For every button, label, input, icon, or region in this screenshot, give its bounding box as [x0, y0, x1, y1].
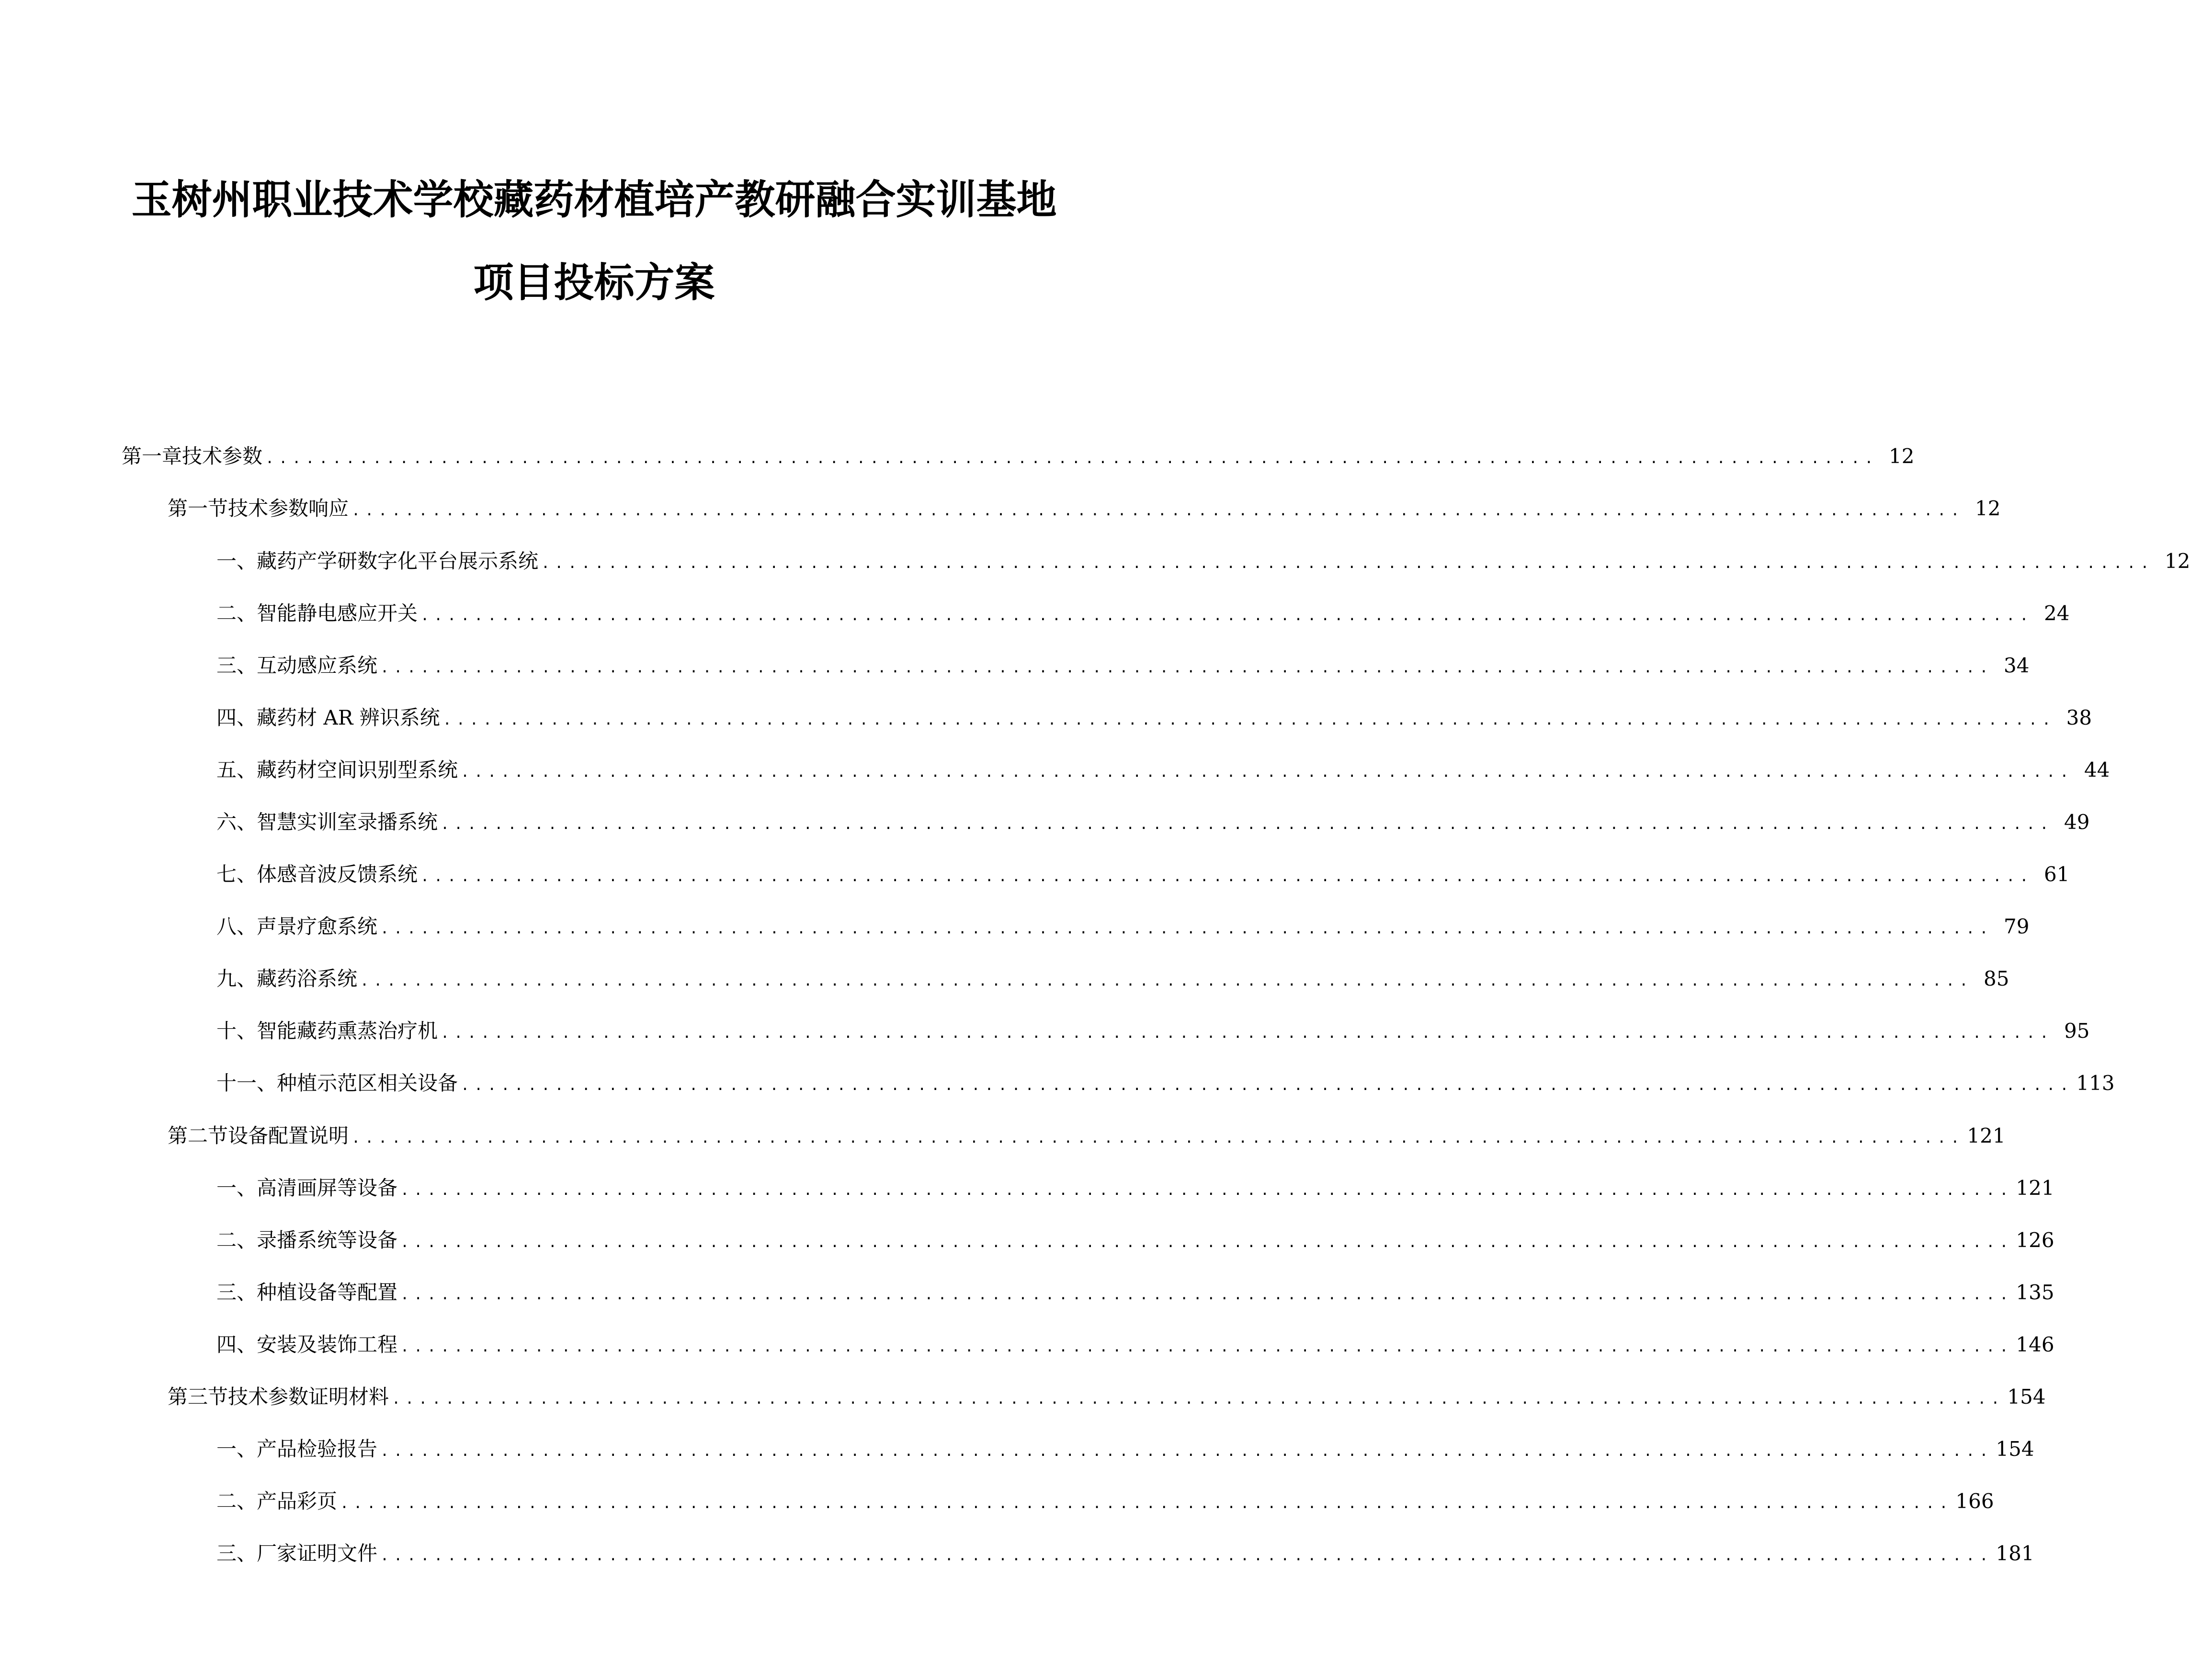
toc-entry-number: 二、	[216, 1489, 257, 1513]
toc-entry-page: 181	[1996, 1542, 2034, 1565]
toc-entry-number: 三、	[216, 654, 257, 677]
toc-entry-number: 十一、	[216, 1071, 277, 1095]
toc-dot-leader: ........................................................................................................................	[420, 868, 2033, 885]
toc-dot-leader: ........................................................................................................................	[461, 1077, 2074, 1094]
toc-dot-leader: ........................................................................................................................	[352, 502, 1964, 519]
toc-entry-item[interactable]	[0, 701, 2092, 735]
toc-entry-number: 八、	[216, 915, 257, 938]
toc-entry-number: 第一节	[168, 497, 228, 520]
toc-dot-leader: ........................................................................................................................	[400, 1182, 2013, 1199]
toc-entry-page: 85	[1983, 967, 2009, 990]
toc-dot-leader: ........................................................................................................................	[352, 1130, 1964, 1146]
toc-entry-number: 三、	[216, 1281, 257, 1304]
toc-dot-leader: ........................................................................................................................	[380, 1547, 1993, 1564]
toc-entry-label: 智慧实训室录播系统	[257, 810, 438, 834]
toc-entry-item[interactable]	[0, 910, 2030, 943]
toc-entry-label: 互动感应系统	[257, 654, 378, 677]
toc-entry-label: 藏药材 AR 辨识系统	[257, 706, 440, 729]
toc-entry-page: 154	[1996, 1437, 2034, 1461]
toc-dot-leader: ........................................................................................................................	[461, 764, 2074, 781]
toc-entry-item[interactable]	[0, 1171, 2054, 1205]
toc-entry-page: 146	[2016, 1333, 2054, 1356]
toc-entry-label: 产品检验报告	[257, 1437, 378, 1461]
toc-dot-leader: ........................................................................................................................	[380, 1443, 1993, 1460]
toc-entry-page: 61	[2043, 863, 2070, 886]
toc-entry-page: 154	[2007, 1385, 2046, 1408]
toc-entry-number: 六、	[216, 810, 257, 834]
toc-entry-number: 四、	[216, 706, 257, 729]
toc-entry-item[interactable]	[0, 1328, 2054, 1362]
toc-entry-label: 录播系统等设备	[257, 1228, 398, 1252]
toc-entry-section-2[interactable]	[0, 1119, 2006, 1153]
toc-entry-label: 种植设备等配置	[257, 1281, 398, 1304]
toc-entry-page: 95	[2064, 1019, 2090, 1043]
toc-entry-label: 产品彩页	[257, 1489, 338, 1513]
toc-entry-item[interactable]	[0, 1014, 2090, 1048]
toc-dot-leader: ........................................................................................................................	[380, 659, 1993, 676]
toc-entry-number: 二、	[216, 1228, 257, 1252]
toc-dot-leader: ........................................................................................................................	[265, 450, 1878, 467]
toc-entry-label: 安装及装饰工程	[257, 1333, 398, 1356]
toc-entry-number: 一、	[216, 1176, 257, 1200]
toc-dot-leader: ........................................................................................................................	[400, 1286, 2013, 1303]
toc-entry-label: 智能藏药熏蒸治疗机	[257, 1019, 438, 1043]
toc-entry-number: 四、	[216, 1333, 257, 1356]
toc-entry-page: 166	[1955, 1489, 1994, 1513]
toc-entry-item[interactable]	[0, 962, 2009, 996]
toc-entry-item[interactable]	[0, 597, 2070, 630]
toc-dot-leader: ........................................................................................................................	[400, 1339, 2013, 1355]
toc-entry-number: 第二节	[168, 1124, 228, 1147]
toc-entry-page: 135	[2016, 1281, 2054, 1304]
toc-entry-number: 第三节	[168, 1385, 228, 1408]
toc-entry-item[interactable]	[0, 1224, 2054, 1257]
document-title: 玉树州职业技术学校藏药材植培产教研融合实训基地	[131, 176, 1057, 223]
toc-entry-number: 二、	[216, 602, 257, 625]
toc-entry-number: 第一章	[122, 444, 182, 468]
toc-entry-number: 十、	[216, 1019, 257, 1043]
toc-entry-page: 12	[1974, 497, 2001, 520]
toc-entry-number: 一、	[216, 549, 257, 573]
document-subtitle: 项目投标方案	[473, 259, 715, 306]
toc-entry-label: 声景疗愈系统	[257, 915, 378, 938]
toc-entry-number: 一、	[216, 1437, 257, 1461]
toc-entry-label: 种植示范区相关设备	[277, 1071, 458, 1095]
toc-entry-page: 113	[2076, 1071, 2115, 1095]
toc-entry-label: 高清画屏等设备	[257, 1176, 398, 1200]
toc-entry-number: 七、	[216, 863, 257, 886]
toc-entry-item[interactable]	[0, 858, 2070, 891]
toc-entry-item[interactable]	[0, 1432, 2034, 1466]
toc-entry-number: 九、	[216, 967, 257, 990]
toc-entry-page: 38	[2066, 706, 2092, 729]
toc-dot-leader: ........................................................................................................................	[360, 973, 1973, 989]
toc-entry-label: 技术参数响应	[228, 497, 349, 520]
toc-entry-page: 12	[2164, 549, 2190, 573]
toc-dot-leader: ........................................................................................................................	[441, 1025, 2054, 1042]
toc-entry-page: 79	[2003, 915, 2030, 938]
toc-dot-leader: ........................................................................................................................	[443, 712, 2056, 728]
toc-entry-label: 技术参数	[182, 444, 263, 468]
toc-entry-number: 三、	[216, 1542, 257, 1565]
toc-entry-item[interactable]	[0, 1485, 1994, 1518]
toc-dot-leader: ........................................................................................................................	[380, 920, 1993, 937]
toc-entry-label: 藏药材空间识别型系统	[257, 758, 458, 782]
toc-entry-label: 厂家证明文件	[257, 1542, 378, 1565]
toc-dot-leader: ........................................................................................................................	[400, 1234, 2013, 1251]
toc-entry-item[interactable]	[0, 649, 2030, 682]
toc-entry-section-3[interactable]	[0, 1380, 2046, 1414]
toc-entry-section-1[interactable]	[0, 492, 2001, 525]
toc-entry-page: 126	[2016, 1228, 2054, 1252]
toc-entry-page: 44	[2084, 758, 2110, 782]
toc-entry-number: 五、	[216, 758, 257, 782]
toc-entry-item[interactable]	[0, 806, 2090, 839]
toc-entry-page: 12	[1888, 444, 1915, 468]
toc-dot-leader: ........................................................................................................................	[340, 1495, 1953, 1512]
toc-entry-page: 24	[2043, 602, 2070, 625]
toc-entry-page: 49	[2064, 810, 2090, 834]
toc-entry-label: 技术参数证明材料	[228, 1385, 389, 1408]
toc-entry-item[interactable]	[0, 753, 2110, 787]
toc-entry-item[interactable]	[0, 545, 2190, 578]
toc-entry-item[interactable]	[0, 1067, 2115, 1100]
toc-entry-label: 体感音波反馈系统	[257, 863, 418, 886]
toc-entry-chapter-1[interactable]	[0, 440, 1915, 473]
toc-entry-item[interactable]	[0, 1276, 2054, 1309]
toc-entry-page: 121	[2016, 1176, 2054, 1200]
toc-dot-leader: ........................................................................................................................	[420, 607, 2033, 624]
toc-dot-leader: ........................................................................................................................	[541, 555, 2154, 572]
toc-entry-page: 121	[1967, 1124, 2006, 1147]
toc-dot-leader: ........................................................................................................................	[392, 1391, 2005, 1408]
toc-entry-label: 设备配置说明	[228, 1124, 349, 1147]
toc-entry-label: 藏药浴系统	[257, 967, 358, 990]
toc-entry-label: 智能静电感应开关	[257, 602, 418, 625]
toc-entry-item[interactable]	[0, 1537, 2034, 1570]
toc-entry-label: 藏药产学研数字化平台展示系统	[257, 549, 539, 573]
toc-entry-page: 34	[2003, 654, 2030, 677]
toc-dot-leader: ........................................................................................................................	[441, 816, 2054, 833]
